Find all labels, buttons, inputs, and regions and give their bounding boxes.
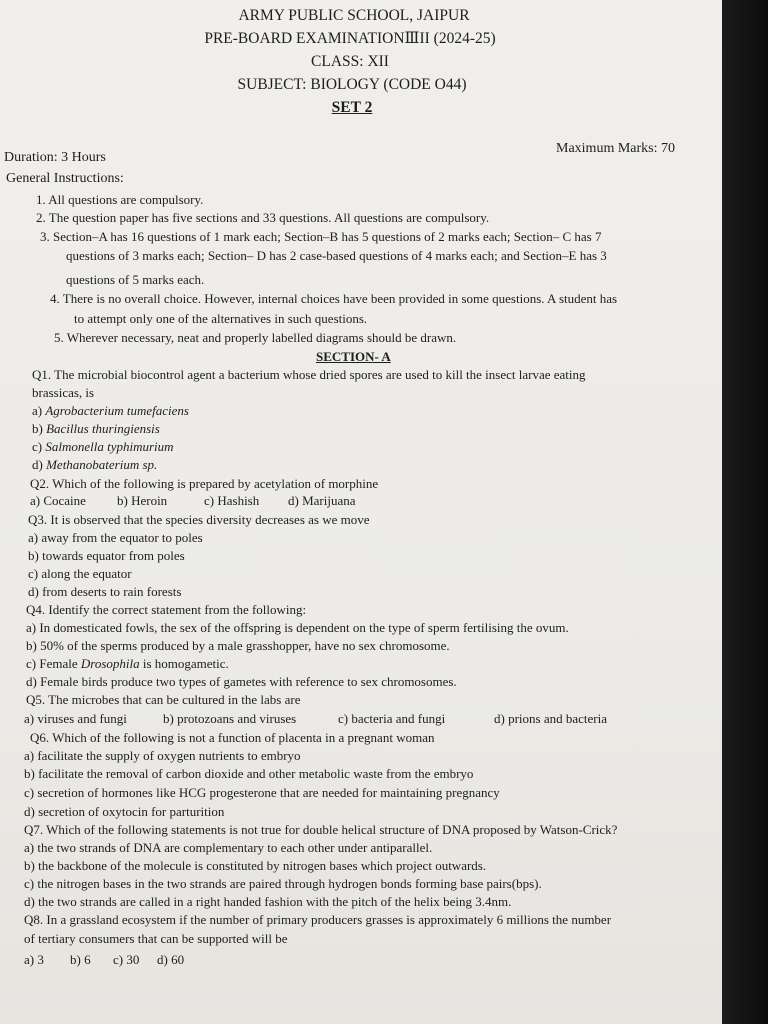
question-1: Q1. The microbial biocontrol agent a bacterium whose dried spores are used to kill the insect larvae eating: [32, 367, 586, 382]
q5-option-c: c) bacteria and fungi: [338, 711, 446, 726]
subject-label: SUBJECT: BIOLOGY (CODE O44): [237, 76, 467, 93]
q2-options: [30, 493, 356, 509]
class-label: CLASS: XII: [311, 53, 389, 70]
question-4: Q4. Identify the correct statement from the following:: [26, 602, 307, 617]
q7-option-c: c) the nitrogen bases in the two strands are paired through hydrogen bonds forming base pairs(bps).: [24, 876, 542, 891]
set-label: SET 2: [331, 99, 373, 116]
option-suffix: is homogametic.: [139, 656, 229, 671]
q3-option-c: c) along the equator: [28, 566, 132, 581]
instruction-3-cont2: questions of 5 marks each.: [66, 272, 205, 287]
option-prefix: c) Female: [26, 656, 81, 671]
q6-option-d: d) secretion of oxytocin for parturition: [24, 804, 225, 819]
q3-option-b: b) towards equator from poles: [28, 548, 185, 563]
q8-option-d: d) 60: [157, 952, 185, 967]
q5-option-d: d) prions and bacteria: [494, 711, 607, 726]
question-3: Q3. It is observed that the species diversity decreases as we move: [28, 512, 370, 527]
q2-option-b: b) Heroin: [117, 493, 168, 508]
instruction-4-cont: to attempt only one of the alternatives in such questions.: [74, 311, 368, 326]
q2-option-c: c) Hashish: [204, 493, 260, 508]
dark-background-edge: [722, 0, 768, 1024]
q5-options: [24, 711, 607, 727]
q1-option-c: [32, 439, 174, 455]
instruction-1: 1. All questions are compulsory.: [36, 192, 204, 207]
q7-option-b: b) the backbone of the molecule is constituted by nitrogen bases which project outwards.: [24, 858, 487, 873]
question-8: Q8. In a grassland ecosystem if the number of primary producers grasses is approximately 6 millions the number: [24, 912, 612, 927]
question-7: Q7. Which of the following statements is not true for double helical structure of DNA proposed by Watson-Crick?: [24, 822, 618, 837]
instruction-3-cont: questions of 3 marks each; Section– D has 2 case-based questions of 4 marks each; and Section–E has 3: [66, 248, 607, 263]
q6-option-b: b) facilitate the removal of carbon dioxide and other metabolic waste from the embryo: [24, 766, 474, 781]
q5-option-b: b) protozoans and viruses: [163, 711, 297, 726]
option-prefix: d): [32, 457, 47, 472]
option-text: Methanobaterium sp.: [46, 457, 158, 472]
instruction-3: 3. Section–A has 16 questions of 1 mark each; Section–B has 5 questions of 2 marks each; Section– C has 7: [40, 229, 602, 244]
q4-option-a: a) In domesticated fowls, the sex of the offspring is dependent on the type of sperm fertilising the ovum.: [26, 620, 569, 635]
question-2: Q2. Which of the following is prepared by acetylation of morphine: [30, 476, 379, 491]
q7-option-a: a) the two strands of DNA are complementary to each other under antiparallel.: [24, 840, 433, 855]
option-text: Salmonella typhimurium: [45, 439, 174, 454]
q2-option-a: a) Cocaine: [30, 493, 86, 508]
duration: Duration: 3 Hours: [4, 150, 106, 165]
option-italic: Drosophila: [80, 656, 140, 671]
question-5: Q5. The microbes that can be cultured in the labs are: [26, 692, 301, 707]
q3-option-d: d) from deserts to rain forests: [28, 584, 182, 599]
q8-option-a: a) 3: [24, 952, 44, 967]
q7-option-d: d) the two strands are called in a right handed fashion with the pitch of the helix being 3.4nm.: [24, 894, 512, 909]
paper-header: [0, 4, 700, 119]
q8-option-c: c) 30: [113, 952, 140, 967]
section-a-title: SECTION- A: [316, 349, 391, 364]
option-prefix: c): [32, 439, 46, 454]
instruction-5: 5. Wherever necessary, neat and properly labelled diagrams should be drawn.: [54, 330, 457, 345]
q5-option-a: a) viruses and fungi: [24, 711, 127, 726]
question-1-cont: brassicas, is: [32, 385, 95, 400]
q3-option-a: a) away from the equator to poles: [28, 530, 203, 545]
q8-option-b: b) 6: [70, 952, 91, 967]
option-text: Agrobacterium tumefaciens: [45, 403, 189, 418]
instruction-4: 4. There is no overall choice. However, internal choices have been provided in some questions. A student has: [50, 291, 618, 306]
option-text: Bacillus thuringiensis: [46, 421, 160, 436]
q4-option-c: [26, 656, 229, 672]
q1-option-b: [32, 421, 160, 437]
q1-option-a: [32, 403, 189, 419]
instructions-title: General Instructions:: [6, 171, 124, 186]
question-8-cont: of tertiary consumers that can be supported will be: [24, 931, 288, 946]
q4-option-d: d) Female birds produce two types of gametes with reference to sex chromosomes.: [26, 674, 457, 689]
question-6: Q6. Which of the following is not a function of placenta in a pregnant woman: [30, 730, 435, 745]
q8-options: [24, 952, 184, 968]
q2-option-d: d) Marijuana: [288, 493, 356, 508]
max-marks: Maximum Marks: 70: [556, 141, 675, 156]
q1-option-d: [32, 457, 157, 473]
exam-title: PRE-BOARD EXAMINATIONⅢII (2024-25): [204, 30, 496, 47]
school-name: ARMY PUBLIC SCHOOL, JAIPUR: [238, 7, 470, 24]
option-prefix: a): [32, 403, 46, 418]
q4-option-b: b) 50% of the sperms produced by a male grasshopper, have no sex chromosome.: [26, 638, 450, 653]
instruction-2: 2. The question paper has five sections and 33 questions. All questions are compulsory.: [36, 210, 490, 225]
q6-option-c: c) secretion of hormones like HCG progesterone that are needed for maintaining pregnancy: [24, 785, 500, 800]
q6-option-a: a) facilitate the supply of oxygen nutrients to embryo: [24, 748, 301, 763]
option-prefix: b): [32, 421, 47, 436]
